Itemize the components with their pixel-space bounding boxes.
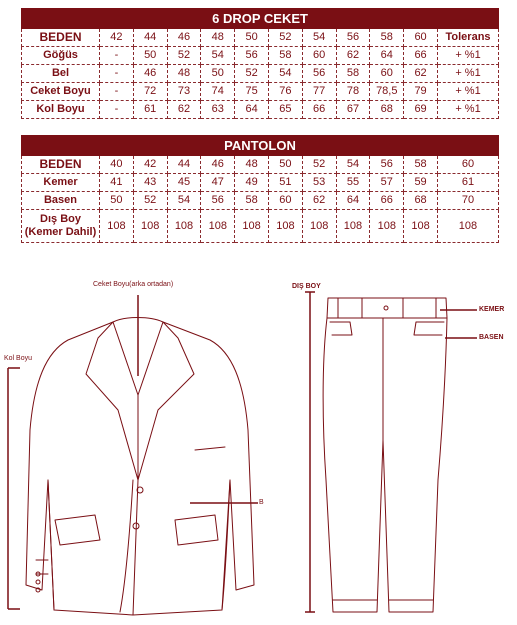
pantolon-size: 56	[370, 156, 404, 174]
ceket-table-title: 6 DROP CEKET	[22, 9, 499, 29]
cell: 64	[336, 192, 370, 210]
pantolon-header-label: BEDEN	[22, 156, 100, 174]
cell: 50	[201, 65, 235, 83]
cell: 108	[336, 210, 370, 243]
row-label: Kemer	[22, 174, 100, 192]
cell: 55	[336, 174, 370, 192]
ceket-size: 60	[404, 29, 438, 47]
cell: 49	[235, 174, 269, 192]
cell: 43	[133, 174, 167, 192]
cell: 74	[201, 83, 235, 101]
pantolon-size: 42	[133, 156, 167, 174]
cell: 76	[268, 83, 302, 101]
ceket-size: 48	[201, 29, 235, 47]
cell: 46	[133, 65, 167, 83]
row-label: Kol Boyu	[22, 101, 100, 119]
ceket-size: 54	[302, 29, 336, 47]
sleeve-length-label: Kol Boyu	[4, 355, 33, 362]
row-label-line2: (Kemer Dahil)	[24, 226, 97, 238]
cell: 54	[268, 65, 302, 83]
cell: 48	[167, 65, 201, 83]
cell: 72	[133, 83, 167, 101]
cell: 70	[437, 192, 498, 210]
cell: 68	[370, 101, 404, 119]
cell: -	[100, 83, 134, 101]
ceket-size: 46	[167, 29, 201, 47]
cell: 108	[133, 210, 167, 243]
cell: 47	[201, 174, 235, 192]
row-label: Ceket Boyu	[22, 83, 100, 101]
cell: 108	[201, 210, 235, 243]
ceket-size: 42	[100, 29, 134, 47]
cell: 58	[336, 65, 370, 83]
cell: 61	[437, 174, 498, 192]
cell: 64	[235, 101, 269, 119]
cell: 41	[100, 174, 134, 192]
tolerance-cell: + %1	[437, 65, 498, 83]
cell: 52	[167, 47, 201, 65]
cell: 77	[302, 83, 336, 101]
cell: 73	[167, 83, 201, 101]
cell: 63	[201, 101, 235, 119]
cell: 60	[268, 192, 302, 210]
cell: 52	[133, 192, 167, 210]
cell: 51	[268, 174, 302, 192]
cell: 60	[302, 47, 336, 65]
pantolon-size: 60	[437, 156, 498, 174]
cell: 108	[404, 210, 438, 243]
ceket-size: 50	[235, 29, 269, 47]
cell: 68	[404, 192, 438, 210]
ceket-size: 58	[370, 29, 404, 47]
cell: 64	[370, 47, 404, 65]
cell: 52	[235, 65, 269, 83]
cell: 54	[201, 47, 235, 65]
cell: 54	[167, 192, 201, 210]
cell: 78,5	[370, 83, 404, 101]
cell: 57	[370, 174, 404, 192]
cell: 108	[302, 210, 336, 243]
cell: 69	[404, 101, 438, 119]
pantolon-size: 48	[235, 156, 269, 174]
cell: 58	[268, 47, 302, 65]
ceket-tolerance-header: Tolerans	[437, 29, 498, 47]
ceket-header-label: BEDEN	[22, 29, 100, 47]
cell: 59	[404, 174, 438, 192]
cell: 75	[235, 83, 269, 101]
cell: 56	[302, 65, 336, 83]
pantolon-size: 44	[167, 156, 201, 174]
cell: 56	[235, 47, 269, 65]
cell: 108	[268, 210, 302, 243]
cell: 67	[336, 101, 370, 119]
cell: 108	[437, 210, 498, 243]
sleeve-length-line	[8, 368, 20, 609]
outseam-label: DIŞ BOY	[292, 283, 321, 290]
cell: 78	[336, 83, 370, 101]
cell: -	[100, 65, 134, 83]
tolerance-cell: + %1	[437, 47, 498, 65]
cell: 66	[404, 47, 438, 65]
pantolon-size: 46	[201, 156, 235, 174]
row-label-line1: Dış Boy	[40, 213, 81, 225]
cell: 79	[404, 83, 438, 101]
pantolon-table-title: PANTOLON	[22, 136, 499, 156]
cell: 108	[100, 210, 134, 243]
waist-label: KEMER	[479, 306, 505, 313]
cell: 108	[167, 210, 201, 243]
cell: 45	[167, 174, 201, 192]
pants-illustration	[323, 298, 447, 612]
ceket-size: 44	[133, 29, 167, 47]
pantolon-size: 40	[100, 156, 134, 174]
row-label: Bel	[22, 65, 100, 83]
pantolon-size: 54	[336, 156, 370, 174]
pantolon-size: 58	[404, 156, 438, 174]
cell: 62	[302, 192, 336, 210]
cell: 66	[302, 101, 336, 119]
tolerance-cell: + %1	[437, 83, 498, 101]
hip-label: BASEN	[479, 334, 504, 341]
cell: 53	[302, 174, 336, 192]
cell: 56	[201, 192, 235, 210]
row-label: Basen	[22, 192, 100, 210]
cell: 61	[133, 101, 167, 119]
cell: 66	[370, 192, 404, 210]
jacket-illustration	[26, 318, 254, 616]
cell: 58	[235, 192, 269, 210]
tolerance-cell: + %1	[437, 101, 498, 119]
ceket-size: 56	[336, 29, 370, 47]
jacket-length-label: Ceket Boyu(arka ortadan)	[93, 281, 174, 288]
cell: 50	[133, 47, 167, 65]
cell: -	[100, 101, 134, 119]
row-label: Göğüs	[22, 47, 100, 65]
pantolon-size: 52	[302, 156, 336, 174]
cell: 108	[370, 210, 404, 243]
cell: 62	[167, 101, 201, 119]
outseam-line	[305, 292, 315, 612]
cell: 108	[235, 210, 269, 243]
cell: 65	[268, 101, 302, 119]
cell: 62	[336, 47, 370, 65]
cell: 60	[370, 65, 404, 83]
chest-label: B	[259, 499, 264, 506]
cell: 50	[100, 192, 134, 210]
cell: 62	[404, 65, 438, 83]
cell: -	[100, 47, 134, 65]
ceket-size: 52	[268, 29, 302, 47]
pantolon-size: 50	[268, 156, 302, 174]
